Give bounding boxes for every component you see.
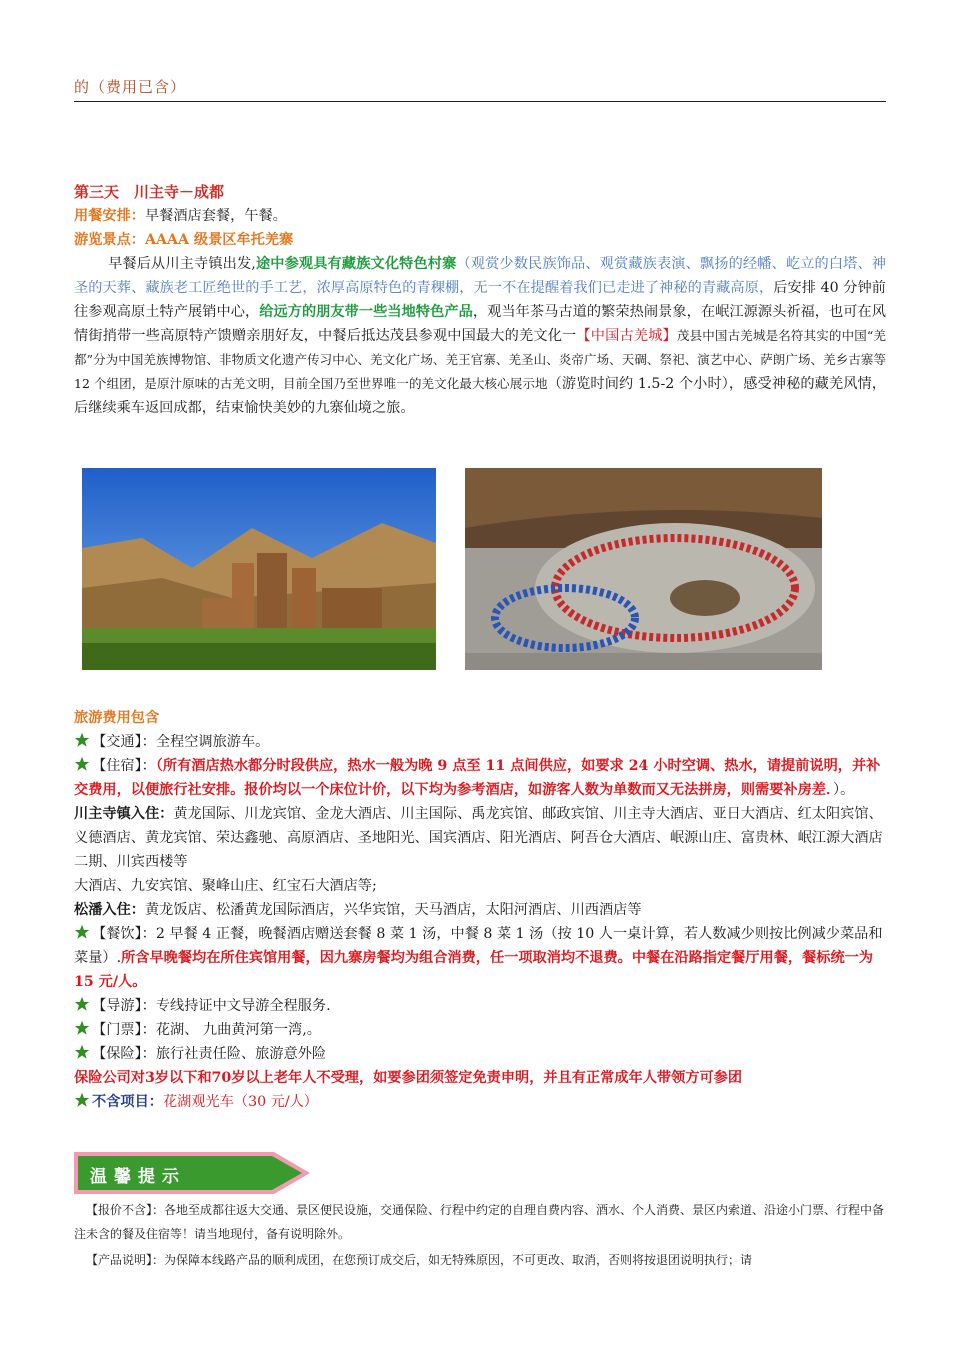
dance-circle-photo — [465, 468, 822, 670]
hotel-note: （所有酒店热水都分时段供应，热水一般为晚 9 点至 11 点间供应，如要求 24 小时空调、热水，请提前说明，并补交费用，以便旅行社安排。报价均以一个床位计价，以下均为参考酒店，如游客人数为单数而又无法拼房，则需要补房差． — [74, 758, 881, 798]
itinerary-text-2: 后安排 40 分钟前往参观高原土特产展销中心， — [74, 280, 886, 320]
tips-notes — [74, 1198, 886, 1272]
meals-label: 用餐安排： — [74, 208, 145, 224]
hotel-note-end: ）。 — [833, 782, 855, 798]
songpan-hotels — [74, 898, 886, 922]
day3-section — [74, 180, 886, 420]
itinerary-highlight-village: 途中参观具有藏族文化特色村寨 — [255, 256, 457, 272]
green-star-icon — [74, 756, 90, 772]
songpan-value: 黄龙饭店、松潘黄龙国际酒店，兴华宾馆，天马酒店，太阳河酒店、川西酒店等 — [144, 902, 642, 918]
guide-label: 【导游】： — [92, 998, 156, 1014]
note-product — [74, 1248, 886, 1272]
sights-value: AAAA 级景区牟托羌寨 — [144, 232, 294, 248]
insurance-note: 保险公司对3岁以下和70岁以上老年人不受理，如要参团须签定免责申明，并且有正常成年人带领方可参团 — [74, 1070, 743, 1086]
excluded-value: 花湖观光车（30 元/人） — [162, 1094, 318, 1110]
note1-label: 【报价不含】： — [86, 1203, 165, 1217]
itinerary-text-1: 早餐后从川主寺镇出发, — [108, 256, 256, 272]
transport-value: 全程空调旅游车。 — [155, 734, 270, 750]
green-star-icon — [74, 1044, 90, 1060]
itinerary-highlight-qiang: 【中国古羌城】 — [576, 328, 677, 344]
green-star-icon — [74, 1092, 90, 1108]
meals-value: 早餐酒店套餐，午餐。 — [144, 208, 287, 224]
itinerary-highlight-products: 给远方的朋友带一些当地特色产品 — [259, 304, 473, 320]
green-star-icon — [74, 924, 90, 940]
sights-line — [74, 228, 886, 252]
sights-label: 游览景点： — [74, 232, 145, 248]
ticket-label: 【门票】： — [92, 1022, 156, 1038]
itinerary-paragraph — [74, 252, 886, 420]
guide-value: 专线持证中文导游全程服务. — [155, 998, 331, 1014]
itinerary-text-4: （游览时间约 1.5-2 个小时），感受神秘的藏羌风情，后继续乘车返回成都，结束愉快美妙的九寨仙境之旅。 — [74, 376, 886, 416]
fee-hotel — [74, 754, 886, 802]
ticket-value: 花湖、 九曲黄河第一湾,。 — [155, 1022, 321, 1038]
fees-section — [74, 706, 886, 1114]
page-header-text: 的（费用已含） — [74, 78, 187, 96]
transport-label: 【交通】： — [92, 734, 156, 750]
meals-line — [74, 204, 886, 228]
chuanzhu-more: 大酒店、九安宾馆、聚峰山庄、红宝石大酒店等; — [74, 878, 377, 894]
header-divider — [74, 101, 886, 102]
itinerary-text-3: ，观当年茶马古道的繁荣热闹景象，在岷江源源头祈福，也可在风情街捎带一些高原特产馈赠亲朋好友，中餐后抵达茂县参观中国最大的羌文化一 — [74, 304, 886, 344]
meal-value: 2 早餐 4 正餐，晚餐酒店赠送套餐 8 菜 1 汤，中餐 8 菜 1 汤（按 10 人一桌计算，若人数减少则按比例减少菜品和菜量）. — [74, 926, 883, 966]
qiang-village-photo — [82, 468, 436, 670]
note2-label: 【产品说明】： — [86, 1253, 165, 1267]
itinerary-text-blue: （观赏少数民族饰品、观赏藏族表演、飘扬的经幡、屹立的白塔、神圣的天葬、藏族老工匠绝世的手工艺，浓厚高原特色的青稞棚，无一不在提醒着我们已走进了神秘的青藏高原， — [74, 256, 886, 296]
note-not-included — [74, 1198, 886, 1246]
day-title: 第三天 川主寺－成都 — [74, 183, 225, 201]
note2-value: 为保障本线路产品的顺利成团，在您预订成交后，如无特殊原因，不可更改、取消，否则将按退团说明执行；请 — [164, 1253, 753, 1267]
fee-ticket — [74, 1018, 886, 1042]
fee-insurance — [74, 1042, 886, 1066]
fee-transport — [74, 730, 886, 754]
green-star-icon — [74, 732, 90, 748]
fee-meals — [74, 922, 886, 994]
meal-note: 所含早晚餐均在所住宾馆用餐，因九寨房餐均为组合消费，任一项取消均不退费。中餐在沿路指定餐厅用餐，餐标统一为 15 元/人。 — [74, 950, 874, 990]
fees-title: 旅游费用包含 — [74, 710, 160, 726]
fee-guide — [74, 994, 886, 1018]
chuanzhu-hotels — [74, 802, 886, 874]
itinerary-text-small: 茂县中国古羌城是名符其实的中国“羌都”分为中国羌族博物馆、非物质文化遗产传习中心、羌文化广场、羌王官寨、羌圣山、炎帝广场、天碉、祭祀、演艺中心、萨朗广场、羌乡古寨等 12 个组团，是原汁原味的古羌文明，目前全国乃至世界唯一的羌文化最大核心展示地 — [74, 328, 886, 391]
songpan-label: 松潘入住： — [74, 902, 145, 918]
note1-value: 各地至成都往返大交通、景区便民设施，交通保险、行程中约定的自理自费内容、酒水、个人消费、景区内索道、沿途小门票、行程中备注未含的餐及住宿等！请当地现付，备有说明除外。 — [74, 1203, 885, 1241]
green-star-icon — [74, 996, 90, 1012]
insurance-value: 旅行社责任险、旅游意外险 — [155, 1046, 327, 1062]
meal-label: 【餐饮】： — [92, 926, 156, 942]
tips-title: 温馨提示 — [90, 1167, 186, 1187]
green-star-icon — [74, 1020, 90, 1036]
chuanzhu-label: 川主寺镇入住： — [74, 806, 174, 822]
excluded-label: 不含项目： — [92, 1094, 163, 1110]
chuanzhu-value: 黄龙国际、川龙宾馆、金龙大酒店、川主国际、禹龙宾馆、邮政宾馆、川主寺大酒店、亚日大酒店、红太阳宾馆、义德酒店、黄龙宾馆、荣达鑫驰、高原酒店、圣地阳光、国宾酒店、阳光酒店、阿吾仓大酒店、岷源山庄、富贵林、岷江源大酒店二期、川宾西楼等 — [74, 806, 883, 870]
hotel-label: 【住宿】： — [92, 758, 156, 774]
insurance-label: 【保险】： — [92, 1046, 156, 1062]
fee-excluded — [74, 1090, 886, 1114]
